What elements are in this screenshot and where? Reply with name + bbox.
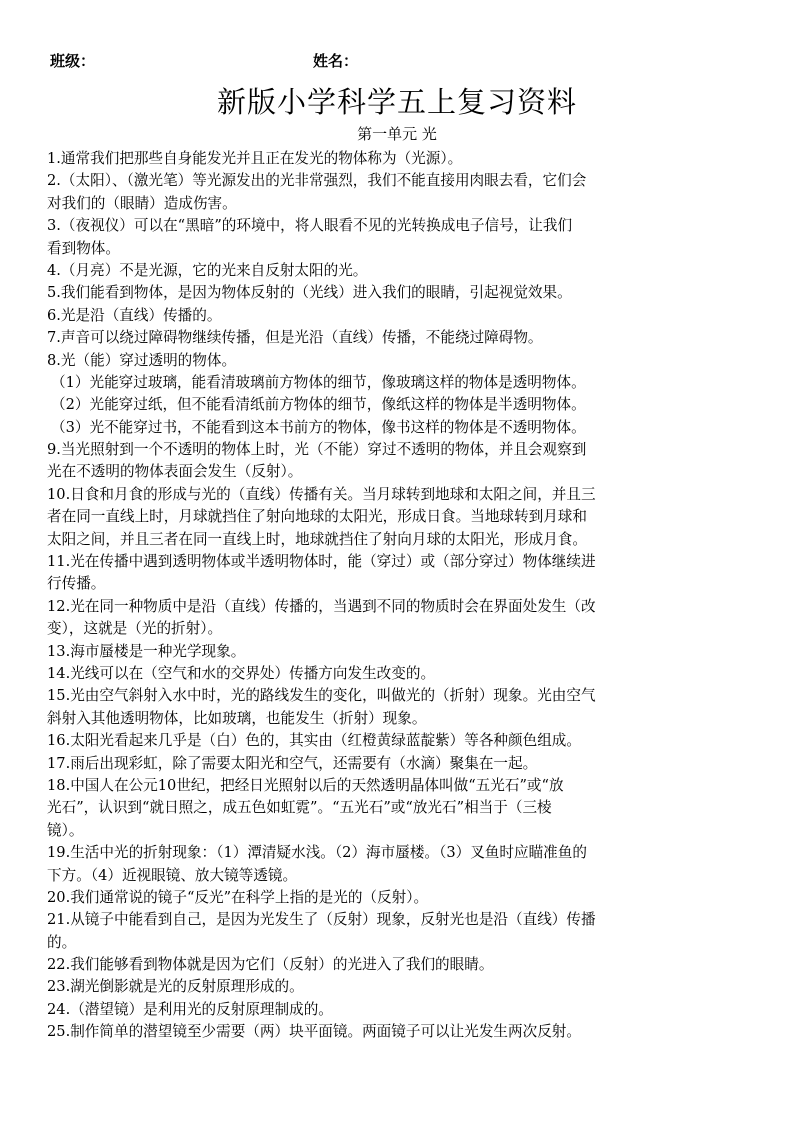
text-line: 22.我们能够看到物体就是因为它们（反射）的光进入了我们的眼睛。 <box>47 956 494 974</box>
text-line: 11.光在传播中遇到透明物体或半透明物体时，能（穿过）或（部分穿过）物体继续进 <box>47 553 596 571</box>
unit-subtitle: 第一单元 光 <box>357 125 437 143</box>
text-line: 5.我们能看到物体，是因为物体反射的（光线）进入我们的眼睛，引起视觉效果。 <box>47 284 572 302</box>
text-line: 21.从镜子中能看到自己，是因为光发生了（反射）现象，反射光也是沿（直线）传播 <box>47 911 596 929</box>
student-info-header <box>50 50 744 72</box>
class-label: 班级： <box>50 52 96 70</box>
text-line: 18.中国人在公元10世纪，把经日光照射以后的天然透明晶体叫做“五光石”或“放 <box>47 776 564 794</box>
text-line: 15.光由空气斜射入水中时，光的路线发生的变化，叫做光的（折射）现象。光由空气 <box>47 687 596 705</box>
text-line: 14.光线可以在（空气和水的交界处）传播方向发生改变的。 <box>47 664 436 682</box>
text-line: 19.生活中光的折射现象：（1）潭清疑水浅。（2）海市蜃楼。（3）叉鱼时应瞄准鱼的 <box>47 844 587 862</box>
text-line: 16.太阳光看起来几乎是（白）色的，其实由（红橙黄绿蓝靛紫）等各种颜色组成。 <box>47 732 581 750</box>
review-content <box>47 148 749 1044</box>
text-line: 变），这就是（光的折射）。 <box>47 620 223 638</box>
sub-item-line: （3）光不能穿过书，不能看到这本书前方的物体，像书这样的物体是不透明物体。 <box>51 418 586 436</box>
text-line: 斜射入其他透明物体，比如玻璃，也能发生（折射）现象。 <box>47 709 427 727</box>
text-line: 24.（潜望镜）是利用光的反射原理制成的。 <box>47 1000 333 1018</box>
text-line: 10.日食和月食的形成与光的（直线）传播有关。当月球转到地球和太阳之间，并且三 <box>47 485 596 503</box>
text-line: 者在同一直线上时，月球就挡住了射向地球的太阳光，形成日食。当地球转到月球和 <box>47 508 587 526</box>
text-line: 的。 <box>47 933 77 951</box>
text-line: 光石”，认识到“就日照之，成五色如虹霓”。“五光石”或“放光石”相当于（三棱 <box>47 799 552 817</box>
text-line: 4.（月亮）不是光源，它的光来自反射太阳的光。 <box>47 261 368 279</box>
sub-item-line: （2）光能穿过纸，但不能看清纸前方物体的细节，像纸这样的物体是半透明物体。 <box>51 396 586 414</box>
text-line: 光在不透明的物体表面会发生（反射）。 <box>47 463 303 481</box>
text-line: 下方。（4）近视眼镜、放大镜等透镜。 <box>47 866 298 884</box>
name-label: 姓名： <box>313 52 359 70</box>
text-line: 17.雨后出现彩虹，除了需要太阳光和空气，还需要有（水滴）聚集在一起。 <box>47 754 538 772</box>
text-line: 3.（夜视仪）可以在“黑暗”的环境中，将人眼看不见的光转换成电子信号，让我们 <box>47 217 573 235</box>
text-line: 13.海市蜃楼是一种光学现象。 <box>47 642 246 660</box>
text-line: 对我们的（眼睛）造成伤害。 <box>47 194 237 212</box>
text-line: 太阳之间，并且三者在同一直线上时，地球就挡住了射向月球的太阳光，形成月食。 <box>47 530 587 548</box>
sub-item-line: （1）光能穿过玻璃，能看清玻璃前方物体的细节，像玻璃这样的物体是透明物体。 <box>51 373 586 391</box>
text-line: 9.当光照射到一个不透明的物体上时，光（不能）穿过不透明的物体，并且会观察到 <box>47 441 587 459</box>
text-line: 7.声音可以绕过障碍物继续传播，但是光沿（直线）传播，不能绕过障碍物。 <box>47 329 543 347</box>
text-line: 25.制作简单的潜望镜至少需要（两）块平面镜。两面镜子可以让光发生两次反射。 <box>47 1023 581 1041</box>
page-title: 新版小学科学五上复习资料 <box>216 85 577 119</box>
text-line: 行传播。 <box>47 575 106 593</box>
text-line: 镜）。 <box>47 821 84 839</box>
text-line: 23.湖光倒影就是光的反射原理形成的。 <box>47 978 304 996</box>
text-line: 看到物体。 <box>47 239 120 257</box>
text-line: 8.光（能）穿过透明的物体。 <box>47 351 237 369</box>
text-line: 12.光在同一种物质中是沿（直线）传播的，当遇到不同的物质时会在界面处发生（改 <box>47 597 596 615</box>
text-line: 2.（太阳）、（激光笔）等光源发出的光非常强烈，我们不能直接用肉眼去看，它们会 <box>47 172 587 190</box>
text-line: 6.光是沿（直线）传播的。 <box>47 306 222 324</box>
text-line: 20.我们通常说的镜子“反光”在科学上指的是光的（反射）。 <box>47 888 429 906</box>
text-line: 1.通常我们把那些自身能发光并且正在发光的物体称为（光源）。 <box>47 150 463 167</box>
